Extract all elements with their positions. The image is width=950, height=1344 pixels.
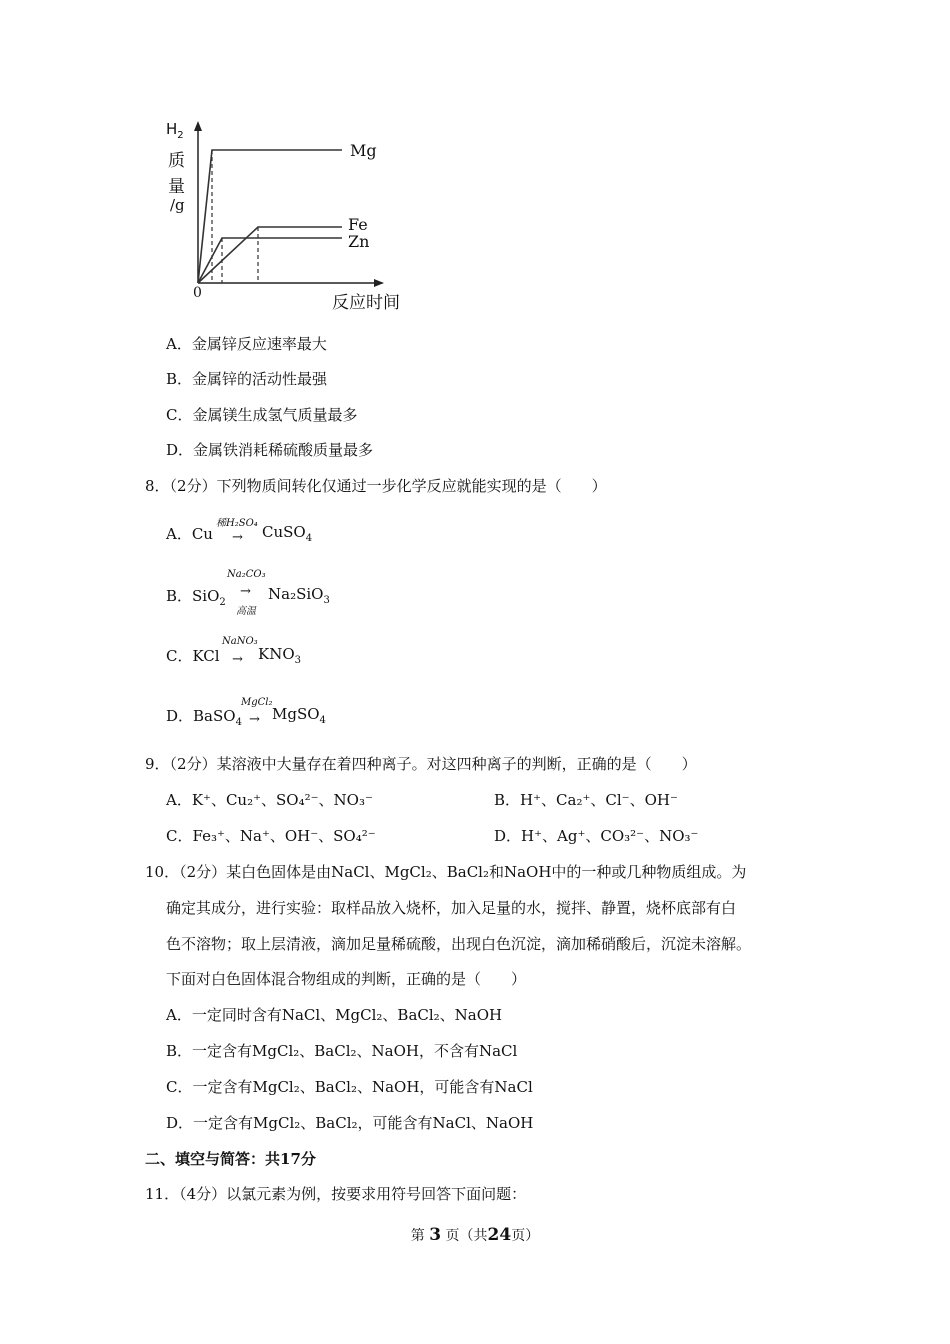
q10-option-b: B．一定含有MgCl₂、BaCl₂、NaOH，不含有NaCl [166, 1042, 518, 1060]
series-zn-line [198, 238, 342, 283]
q7-option-c: C．金属镁生成氢气质量最多 [166, 406, 358, 424]
q8-d-arrow-icon: → [249, 712, 260, 727]
q10-option-c: C．一定含有MgCl₂、BaCl₂、NaOH，可能含有NaCl [166, 1078, 533, 1096]
q8-d-condition: MgCl₂ [241, 697, 273, 708]
q8-d-reactant: D．BaSO$_4$ [166, 707, 242, 728]
y-axis-arrow [194, 121, 202, 131]
q10-option-d: D．一定含有MgCl₂、BaCl₂，可能含有NaCl、NaOH [166, 1114, 534, 1132]
q10-stem-line-3: 色不溶物；取上层清液，滴加足量稀硫酸，出现白色沉淀，滴加稀硝酸后，沉淀未溶解。 [166, 935, 752, 953]
q7-option-b: B．金属锌的活动性最强 [166, 370, 328, 388]
q9-option-a: A．K⁺、Cu₂⁺、SO₄²⁻、NO₃⁻ [166, 791, 373, 809]
q8-c-arrow-icon: → [232, 652, 243, 667]
q8-b-condition: Na₂CO₃ [227, 569, 266, 580]
q8-c-product: $KNO_3$ [258, 645, 302, 666]
x-axis-arrow [374, 279, 384, 287]
q8-b-arrow-icon: → [240, 584, 251, 599]
q10-stem-line-4: 下面对白色固体混合物组成的判断，正确的是（ ） [166, 970, 527, 988]
q8-d-product: MgSO$_4$ [272, 705, 326, 726]
series-label-fe: Fe [348, 215, 368, 234]
q7-option-a: A．金属锌反应速率最大 [166, 335, 327, 353]
x-axis-label: 反应时间 [332, 293, 400, 313]
current-page: 3 [429, 1225, 442, 1245]
q10-stem-line-2: 确定其成分，进行实验：取样品放入烧杯，加入足量的水，搅拌、静置，烧杯底部有白 [166, 899, 737, 917]
y-label-h2: $H_2$ [166, 120, 184, 141]
q8-a-product: CuSO$_4$ [262, 523, 313, 544]
q8-b-product: Na₂SiO$_3$ [268, 585, 330, 606]
q9-option-b: B．H⁺、Ca₂⁺、Cl⁻、OH⁻ [494, 791, 678, 809]
q8-a-arrow-icon: → [232, 530, 243, 545]
section-2-heading: 二、填空与简答：共17分 [145, 1150, 316, 1168]
origin-label: 0 [193, 285, 202, 301]
q8-b-reactant: B．SiO$_2$ [166, 587, 226, 608]
q11-stem: 11．（4分）以氯元素为例，按要求用符号回答下面问题： [145, 1185, 527, 1203]
h2-mass-chart [160, 118, 420, 322]
y-label-2: 量 [168, 177, 185, 197]
q10-stem-line-1: 10．（2分）某白色固体是由NaCl、MgCl₂、BaCl₂和NaOH中的一种或几种物质组成。为 [145, 863, 747, 881]
q8-a-reactant: A．Cu [166, 525, 213, 543]
q9-stem: 9．（2分）某溶液中大量存在着四种离子。对这四种离子的判断，正确的是（ ） [145, 755, 697, 773]
q7-option-d: D．金属铁消耗稀硫酸质量最多 [166, 441, 374, 459]
q9-option-d: D．H⁺、Ag⁺、CO₃²⁻、NO₃⁻ [494, 827, 699, 845]
q9-option-c: C．Fe₃⁺、Na⁺、OH⁻、SO₄²⁻ [166, 827, 376, 845]
page-footer: 第 3 页（共24页） [410, 1225, 540, 1245]
series-label-mg: Mg [350, 141, 377, 160]
q8-c-reactant: C．KCl [166, 647, 220, 665]
series-fe-line [198, 227, 342, 283]
q8-stem: 8．（2分）下列物质间转化仅通过一步化学反应就能实现的是（ ） [145, 477, 607, 495]
y-label-3: /g [170, 196, 185, 214]
q8-b-condition-below: 高温 [236, 606, 256, 617]
total-pages: 24 [487, 1225, 512, 1245]
q10-option-a: A．一定同时含有NaCl、MgCl₂、BaCl₂、NaOH [166, 1006, 503, 1024]
y-label-1: 质 [168, 151, 185, 171]
series-label-zn: Zn [348, 232, 370, 251]
q8-a-condition: 稀H₂SO₄ [216, 518, 258, 529]
q8-c-condition: NaNO₃ [222, 636, 258, 647]
